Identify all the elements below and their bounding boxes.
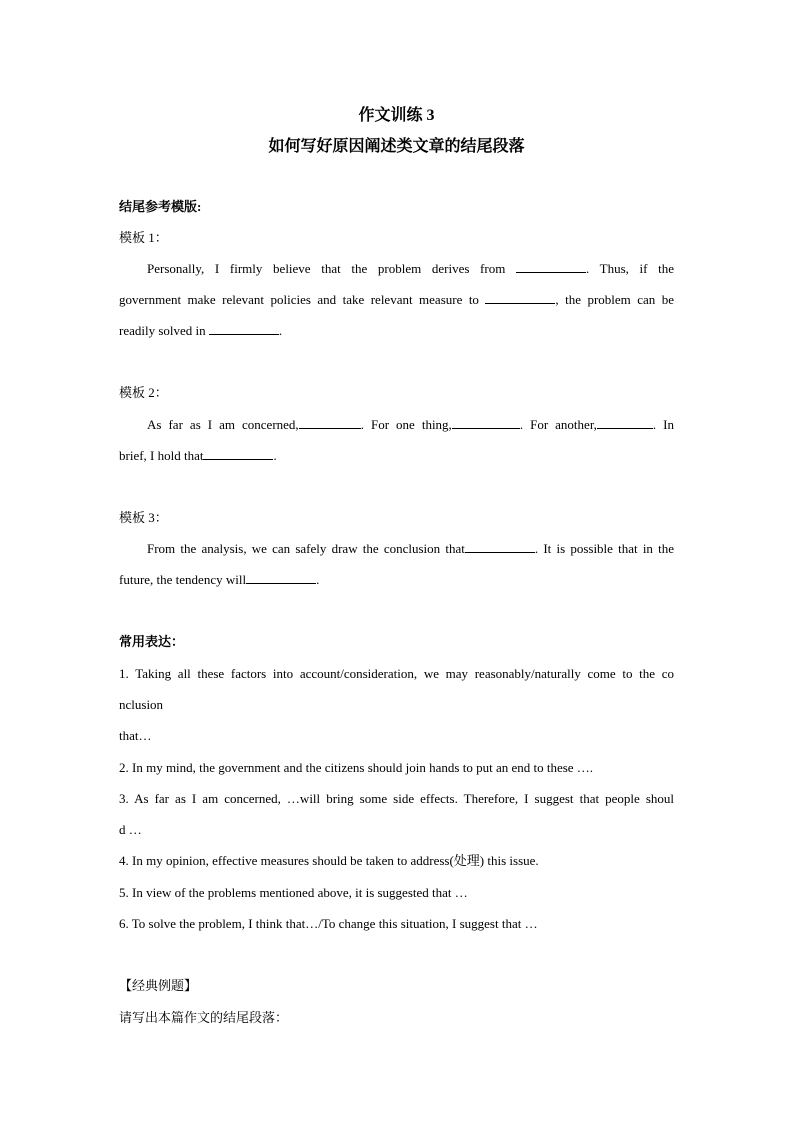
template3-label: 模板 3： — [119, 510, 168, 525]
expression-3: 3. As far as I am concerned, …will bring some side effects. Therefore, I suggest that people shoul — [119, 791, 674, 806]
expression-3-cont: d … — [119, 822, 142, 837]
page-subtitle: 如何写好原因阐述类文章的结尾段落 — [268, 138, 525, 155]
fill-blank — [597, 416, 653, 429]
template2-line2: brief, I hold that . — [119, 448, 277, 463]
template1-line3: readily solved in . — [119, 323, 283, 338]
templates-heading: 结尾参考模版: — [119, 199, 202, 214]
fill-blank — [516, 260, 586, 273]
expressions-heading: 常用表达： — [119, 634, 185, 649]
fill-blank — [209, 322, 279, 335]
page-title: 作文训练 3 — [358, 107, 435, 124]
template2-line1: As far as I am concerned, . For one thing, . For another, . In — [147, 417, 674, 432]
template2-label: 模板 2： — [119, 385, 168, 400]
fill-blank — [299, 416, 361, 429]
expression-6: 6. To solve the problem, I think that…/To change this situation, I suggest that … — [119, 916, 538, 931]
template1-label: 模板 1： — [119, 230, 168, 245]
fill-blank — [203, 447, 273, 460]
expression-1-cont2: that… — [119, 728, 152, 743]
template1-line1: Personally, I firmly believe that the problem derives from . Thus, if the — [147, 261, 675, 276]
fill-blank — [246, 571, 316, 584]
example-prompt: 请写出本篇作文的结尾段落： — [119, 1010, 289, 1025]
template3-line2: future, the tendency will . — [119, 572, 320, 587]
expression-4: 4. In my opinion, effective measures should be taken to address(处理) this issue. — [119, 853, 539, 868]
template3-line1: From the analysis, we can safely draw the conclusion that . It is possible that in the — [147, 541, 675, 556]
fill-blank — [452, 416, 520, 429]
fill-blank — [465, 540, 535, 553]
expression-1-cont: nclusion — [119, 697, 164, 712]
template1-line2: government make relevant policies and take relevant measure to , the problem can be — [119, 292, 675, 307]
example-heading: 【经典例题】 — [119, 978, 198, 993]
expression-5: 5. In view of the problems mentioned above, it is suggested that … — [119, 885, 468, 900]
expression-2: 2. In my mind, the government and the citizens should join hands to put an end to these …. — [119, 760, 594, 775]
fill-blank — [485, 291, 555, 304]
expression-1: 1. Taking all these factors into account/consideration, we may reasonably/naturally come to the co — [119, 666, 674, 681]
